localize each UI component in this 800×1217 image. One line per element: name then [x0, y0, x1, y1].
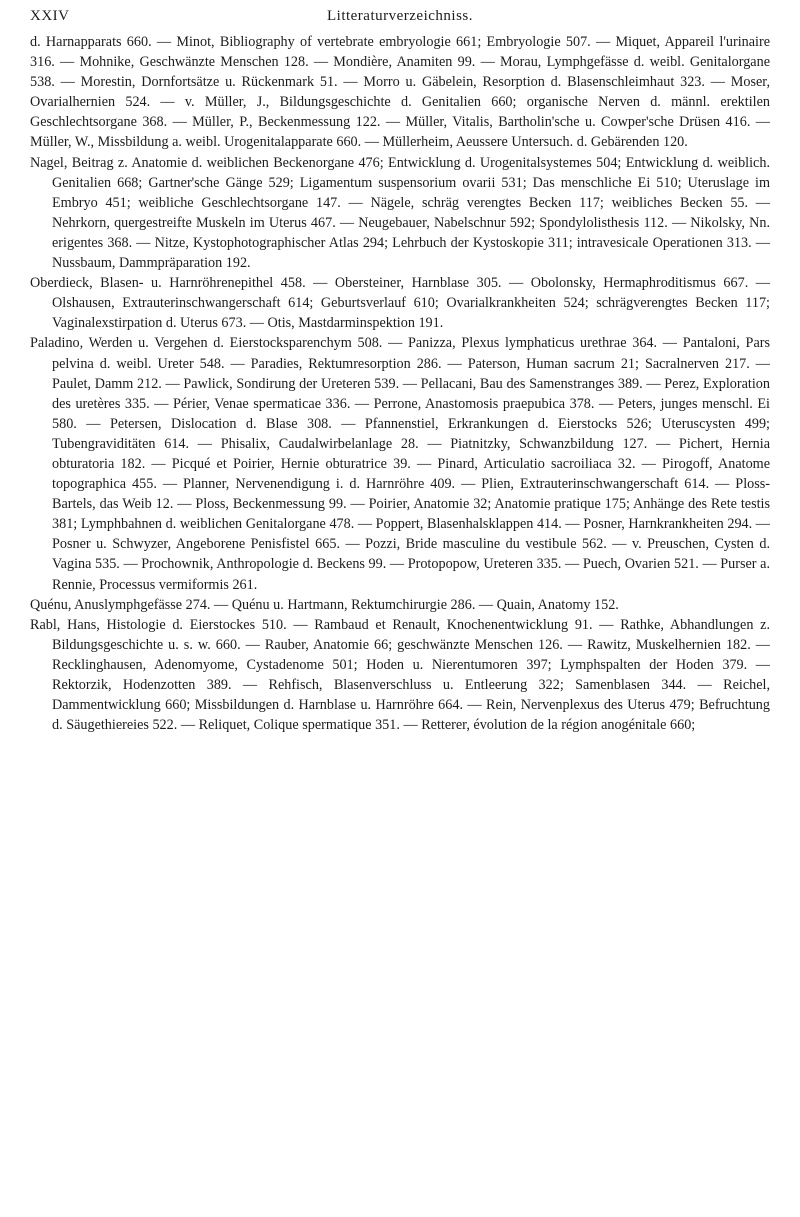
- entry-n: Nagel, Beitrag z. Anatomie d. weiblichen Beckenorgane 476; Entwicklung d. Urogenitalsystemes 504; Entwicklung d. weiblich. Genitalien 668; Gartner'sche Gänge 529; Ligamentum suspensorium ovarii 531; Das menschliche Ei 510; Uteruslage im Embryo 451; weibliche Geschlechtsorgane 147. — Nägele, schräg verengtes Becken 117; weibliches Becken 55. — Nehrkorn, quergestreifte Muskeln im Uterus 467. — Neugebauer, Nabelschnur 592; Spondylolisthesis 112. — Nikolsky, Nn. erigentes 368. — Nitze, Kystophotographischer Atlas 294; Lehrbuch der Kystoskopie 311; intravesicale Operationen 313. — Nussbaum, Dammpräparation 192.: [30, 154, 770, 272]
- entry-r: Rabl, Hans, Histologie d. Eierstockes 510. — Rambaud et Renault, Knochenentwicklung 91. — Rathke, Abhandlungen z. Bildungsgeschichte u. s. w. 660. — Rauber, Anatomie 66; geschwänzte Menschen 126. — Rawitz, Muskelhernien 182. — Recklinghausen, Adenomyome, Cystadenome 501; Hoden u. Nierentumoren 397; Lymphspalten der Hoden 379. — Rektorzik, Hodenzotten 389. — Rehfisch, Blasenverschluss u. Entleerung 322; Samenblasen 344. — Reichel, Dammentwicklung 660; Missbildungen d. Harnblase u. Harnröhre 664. — Rein, Nervenplexus des Uterus 479; Befruchtung d. Säugethiereies 522. — Reliquet, Colique spermatique 351. — Retterer, évolution de la région anogénitale 660;: [30, 616, 770, 734]
- entry-p: Paladino, Werden u. Vergehen d. Eierstocksparenchym 508. — Panizza, Plexus lymphaticus urethrae 364. — Pantaloni, Pars pelvina d. weibl. Ureter 548. — Paradies, Rektumresorption 286. — Paterson, Human sacrum 21; Sacralnerven 217. — Paulet, Damm 212. — Pawlick, Sondirung der Ureteren 539. — Pellacani, Bau des Samenstranges 389. — Perez, Exploration des uretères 335. — Périer, Venae spermaticae 336. — Perrone, Anastomosis praepubica 378. — Peters, junges menschl. Ei 580. — Petersen, Dislocation d. Blase 308. — Pfannenstiel, Erkrankungen d. Eierstocks 526; Uteruscysten 499; Tubengraviditäten 614. — Phisalix, Caudalwirbelanlage 28. — Piatnitzky, Schwanzbildung 127. — Pichert, Hernia obturatoria 182. — Picqué et Poirier, Hernie obturatrice 39. — Pinard, Articulatio sacroiliaca 32. — Pirogoff, Anatome topographica 455. — Planner, Nervenendigung i. d. Harnröhre 409. — Plien, Extrauterinschwangerschaft 614. — Ploss-Bartels, das Weib 12. — Ploss, Beckenmessung 99. — Poirier, Anatomie 32; Anatomie pratique 175; Anhänge des Rete testis 381; Lymphbahnen d. weiblichen Genitalorgane 478. — Poppert, Blasenhalsklappen 414. — Posner, Harnkrankheiten 294. — Posner u. Schwyzer, Angeborene Penisfistel 665. — Pozzi, Bride masculine du vestibule 562. — v. Preuschen, Cysten d. Vagina 535. — Prochownik, Anthropologie d. Beckens 99. — Protopopow, Ureteren 335. — Puech, Ovarien 521. — Purser a. Rennie, Processus vermiformis 261.: [30, 335, 770, 593]
- entry-q: Quénu, Anuslymphgefässe 274. — Quénu u. Hartmann, Rektumchirurgie 286. — Quain, Anatomy 152.: [30, 596, 619, 613]
- entry-o: Oberdieck, Blasen- u. Harnröhrenepithel 458. — Obersteiner, Harnblase 305. — Obolonsky, Hermaphroditismus 667. — Olshausen, Extrauterinschwangerschaft 614; Geburtsverlauf 610; Ovarialkrankheiten 524; schrägverengtes Becken 117; Vaginalexstirpation d. Uterus 673. — Otis, Mastdarminspektion 191.: [30, 275, 770, 332]
- running-head: Litteraturverzeichniss.: [326, 8, 474, 24]
- entry-m-continued: d. Harnapparats 660. — Minot, Bibliography of vertebrate embryologie 661; Embryologie 507. — Miquet, Appareil l'urinaire 316. — Mohnike, Geschwänzte Menschen 128. — Mondière, Anamiten 99. — Morau, Lymphgefässe d. weibl. Genitalorgane 538. — Morestin, Dornfortsätze u. Rückenmark 51. — Morro u. Gäbelein, Resorption d. Blasenschleimhaut 323. — Moser, Ovarialhernien 524. — v. Müller, J., Bildungsgeschichte d. Genitalien 660; organische Nerven d. männl. erektilen Geschlechtsorgane 368. — Müller, P., Beckenmessung 122. — Müller, Vitalis, Bartholin'sche u. Cowper'sche Drüsen 416. — Müller, W., Missbildung a. weibl. Urogenitalapparate 660. — Müllerheim, Aeussere Untersuch. d. Gebärenden 120.: [30, 34, 770, 151]
- bibliography-text: [30, 32, 770, 735]
- page-header: [30, 6, 770, 30]
- page-number: XXIV: [30, 8, 70, 24]
